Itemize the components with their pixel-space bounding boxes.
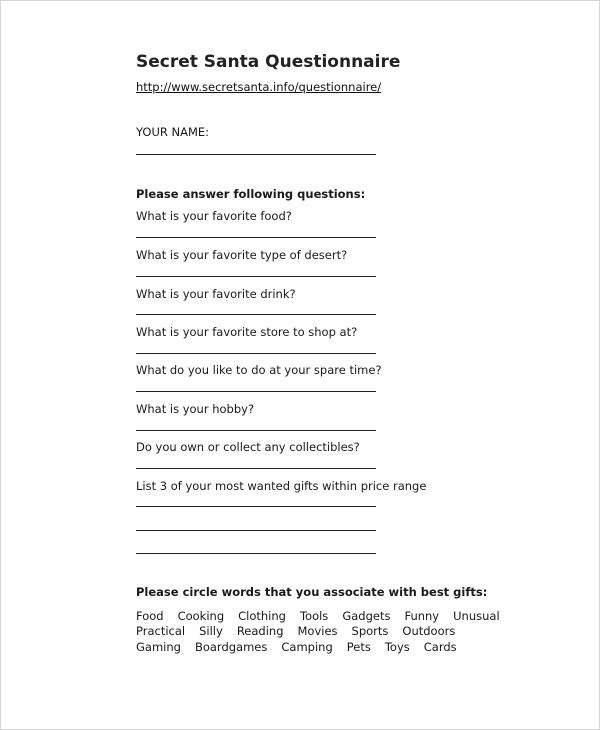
question-favorite-food: What is your favorite food? bbox=[136, 209, 292, 223]
word-option[interactable]: Gadgets bbox=[342, 609, 391, 623]
word-option[interactable]: Reading bbox=[236, 624, 284, 638]
answer-line-hobby[interactable] bbox=[136, 430, 376, 431]
word-option[interactable]: Cooking bbox=[177, 609, 225, 623]
word-option[interactable]: Camping bbox=[281, 640, 333, 654]
answer-line-food[interactable] bbox=[136, 237, 376, 238]
question-spare-time: What do you like to do at your spare time? bbox=[136, 363, 382, 377]
answer-line-store[interactable] bbox=[136, 353, 376, 354]
word-option[interactable]: Gaming bbox=[136, 640, 181, 654]
name-answer-line[interactable] bbox=[136, 154, 376, 155]
name-label: YOUR NAME: bbox=[136, 125, 210, 139]
word-option[interactable]: Tools bbox=[299, 609, 329, 623]
question-wanted-gifts: List 3 of your most wanted gifts within price range bbox=[136, 479, 427, 493]
word-option[interactable]: Clothing bbox=[238, 609, 286, 623]
answer-line-drink[interactable] bbox=[136, 314, 376, 315]
question-favorite-drink: What is your favorite drink? bbox=[136, 287, 296, 301]
word-option[interactable]: Food bbox=[136, 609, 164, 623]
source-url-link[interactable]: http://www.secretsanta.info/questionnaire/ bbox=[136, 80, 382, 94]
word-option[interactable]: Boardgames bbox=[194, 640, 268, 654]
word-row-2 bbox=[136, 624, 469, 638]
word-option[interactable]: Silly bbox=[199, 624, 223, 638]
word-row-3 bbox=[136, 640, 471, 654]
word-option[interactable]: Outdoors bbox=[402, 624, 456, 638]
page-title: Secret Santa Questionnaire bbox=[136, 52, 401, 72]
question-favorite-store: What is your favorite store to shop at? bbox=[136, 325, 358, 339]
word-option[interactable]: Practical bbox=[136, 624, 186, 638]
question-hobby: What is your hobby? bbox=[136, 402, 255, 416]
questions-heading: Please answer following questions: bbox=[136, 187, 366, 201]
word-option[interactable]: Pets bbox=[346, 640, 371, 654]
word-option[interactable]: Unusual bbox=[453, 609, 500, 623]
question-favorite-desert: What is your favorite type of desert? bbox=[136, 248, 348, 262]
circle-words-heading: Please circle words that you associate with best gifts: bbox=[136, 585, 488, 599]
word-option[interactable]: Movies bbox=[297, 624, 338, 638]
word-option[interactable]: Funny bbox=[404, 609, 440, 623]
word-option[interactable]: Sports bbox=[351, 624, 389, 638]
answer-line-collectibles[interactable] bbox=[136, 468, 376, 469]
answer-line-gift-2[interactable] bbox=[136, 530, 376, 531]
answer-line-gift-1[interactable] bbox=[136, 506, 376, 507]
word-row-1 bbox=[136, 609, 514, 623]
question-collectibles: Do you own or collect any collectibles? bbox=[136, 440, 360, 454]
word-option[interactable]: Cards bbox=[423, 640, 457, 654]
answer-line-desert[interactable] bbox=[136, 276, 376, 277]
answer-line-spare-time[interactable] bbox=[136, 391, 376, 392]
word-option[interactable]: Toys bbox=[384, 640, 410, 654]
answer-line-gift-3[interactable] bbox=[136, 553, 376, 554]
